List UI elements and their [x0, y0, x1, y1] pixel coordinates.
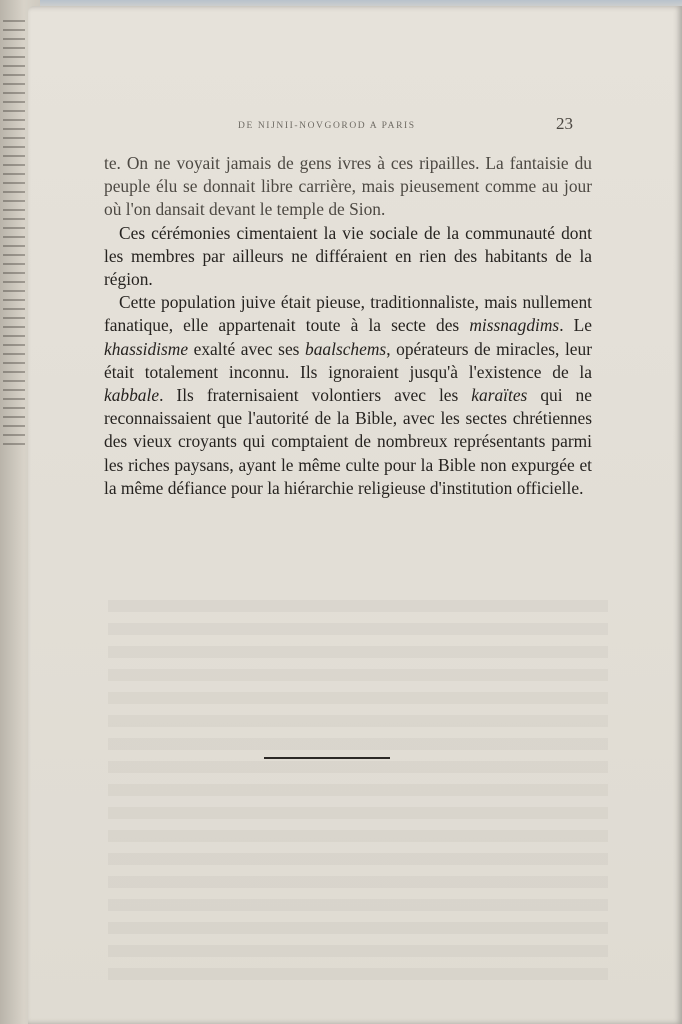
show-through-text: [108, 600, 608, 980]
text-run: , opérateurs de miracles, leur était totalement inconnu. Ils ignoraient jusqu'à l'existence de la: [104, 338, 592, 382]
text-run: . Le: [559, 315, 592, 336]
italic-term: kabbale: [104, 385, 160, 406]
text-run: . Ils fraternisaient volontiers avec les: [159, 385, 472, 406]
text-run: qui ne reconnaissaient que l'autorité de la Bible, avec les sectes chrétiennes des vieux croyants qui comptaient de nombreux représentants parmi les riches paysans, ayant le même culte pour la Bible non expurgée et la même défiance pour la hiérarchie religieuse d'institution officielle.: [104, 385, 592, 498]
end-rule: [264, 757, 390, 759]
paragraph: [104, 291, 592, 500]
paragraph: [104, 152, 592, 222]
running-head: DE NIJNII-NOVGOROD A PARIS: [238, 121, 416, 131]
paragraph: [104, 222, 592, 292]
text-run: Ces cérémonies cimentaient la vie sociale de la communauté dont les membres par ailleurs ne différaient en rien des habitants de la région.: [104, 222, 592, 290]
page-number: 23: [556, 114, 573, 133]
italic-term: khassidisme: [104, 338, 189, 359]
left-page-text-edge: [3, 20, 25, 450]
text-run: te. On ne voyait jamais de gens ivres à ces ripailles. La fantaisie du peuple élu se donnait libre carrière, mais pieusement comme au jour où l'on dansait devant le temple de Sion.: [104, 153, 592, 220]
italic-term: baalschems: [305, 338, 387, 359]
text-run: exalté avec ses: [188, 338, 306, 359]
text-run: Cette population juive était pieuse, traditionnaliste, mais nullement fanatique, elle appartenait toute à la secte des: [104, 292, 592, 336]
italic-term: karaïtes: [471, 385, 528, 406]
body-text: [104, 152, 592, 500]
italic-term: missnagdims: [469, 315, 560, 336]
